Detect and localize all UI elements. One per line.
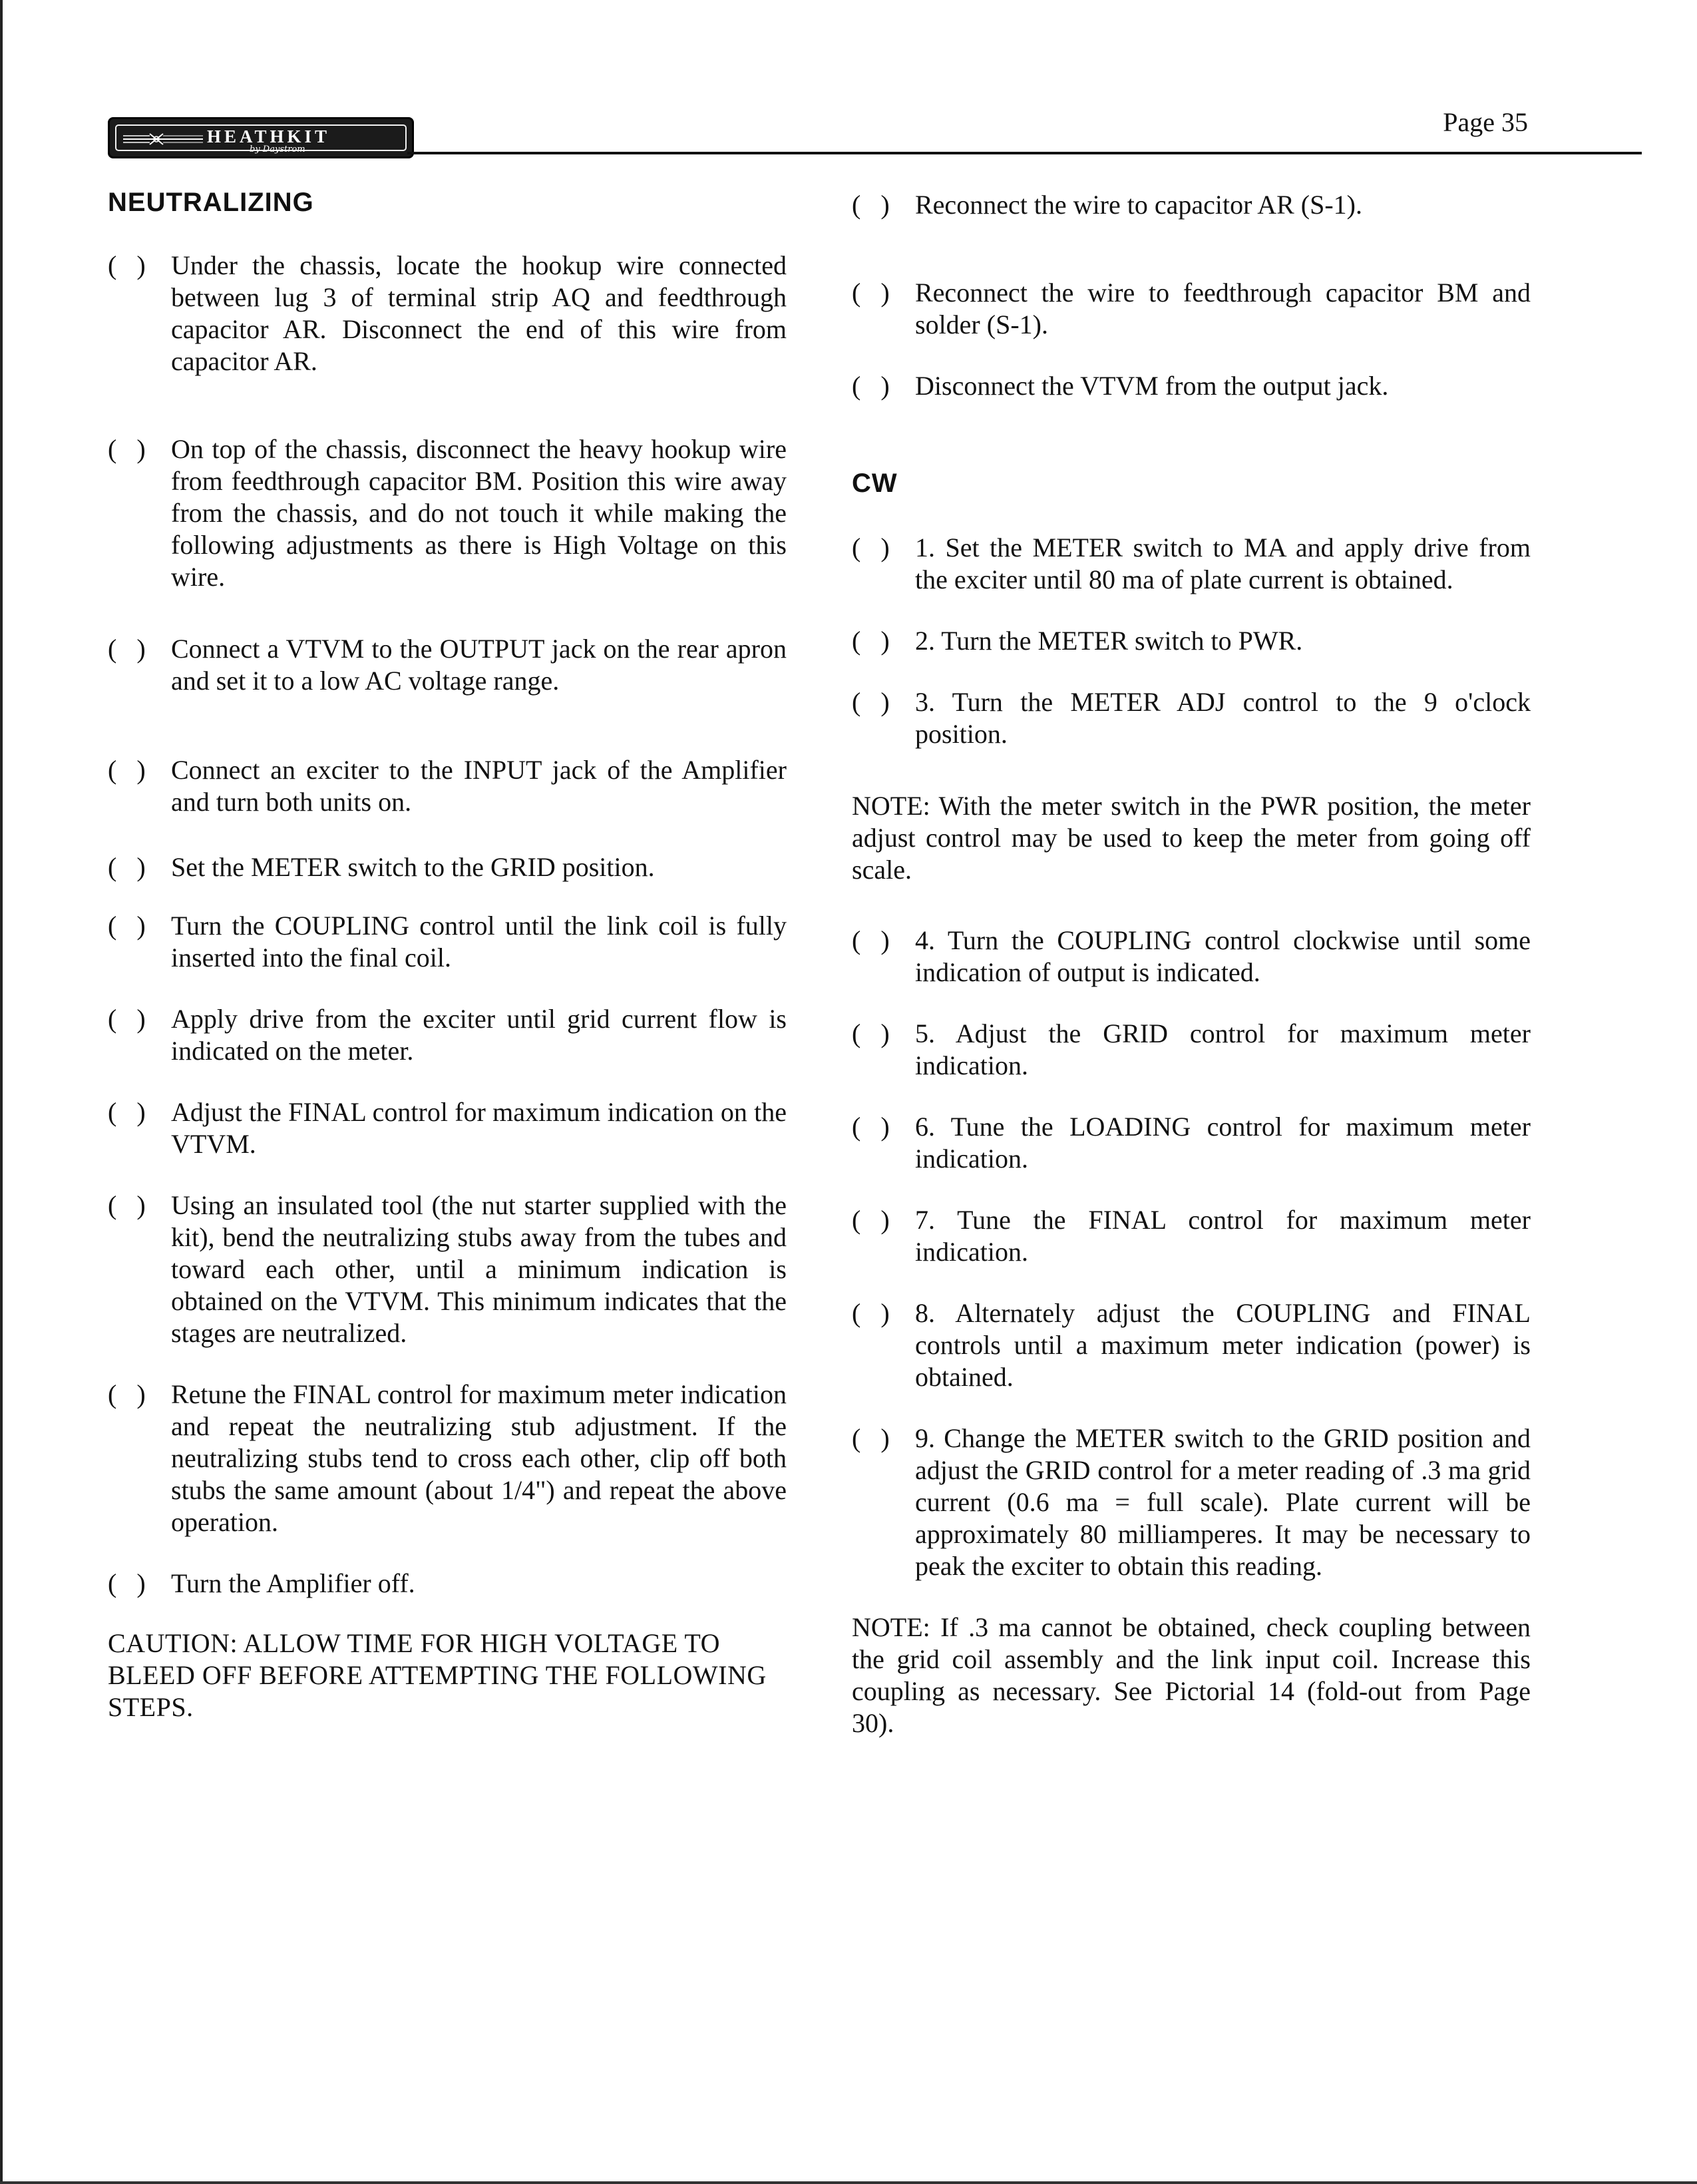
step-checkbox[interactable]: ( ) xyxy=(852,278,890,308)
step-text: Under the chassis, locate the hookup wire connected between lug 3 of terminal strip AQ and feedthrough capacitor AR. Disconnect the end of this wire from capacitor AR. xyxy=(171,250,787,376)
step-checkbox[interactable]: ( ) xyxy=(852,533,890,562)
step-text: 4. Turn the COUPLING control clockwise until some indication of output is indicated. xyxy=(915,925,1531,987)
step-checkbox[interactable]: ( ) xyxy=(108,634,146,664)
step-item xyxy=(108,910,787,974)
bottom-edge xyxy=(0,2181,1697,2184)
step-text: Adjust the FINAL control for maximum indication on the VTVM. xyxy=(171,1097,787,1159)
step-checkbox[interactable]: ( ) xyxy=(108,755,146,785)
step-item xyxy=(852,1422,1531,1582)
step-text: Reconnect the wire to capacitor AR (S-1). xyxy=(915,190,1362,220)
step-item xyxy=(852,1111,1531,1175)
step-item xyxy=(108,851,787,883)
logo-sub-text: by Daystrom xyxy=(250,144,305,154)
step-item xyxy=(852,370,1531,402)
step-text: 6. Tune the LOADING control for maximum meter indication. xyxy=(915,1112,1531,1174)
step-item xyxy=(852,1204,1531,1268)
step-checkbox[interactable]: ( ) xyxy=(108,1379,146,1409)
step-item xyxy=(852,925,1531,988)
step-checkbox[interactable]: ( ) xyxy=(108,1004,146,1034)
step-item xyxy=(852,532,1531,596)
step-checkbox[interactable]: ( ) xyxy=(852,371,890,401)
step-text: 8. Alternately adjust the COUPLING and FINAL controls until a maximum meter indication (power) is obtained. xyxy=(915,1298,1531,1392)
step-checkbox[interactable]: ( ) xyxy=(108,434,146,464)
step-item xyxy=(852,1297,1531,1393)
step-text: Retune the FINAL control for maximum meter indication and repeat the neutralizing stub adjustment. If the neutralizing stubs tend to cross each other, clip off both stubs the same amount (about 1/4") and repeat the above operation. xyxy=(171,1379,787,1537)
step-checkbox[interactable]: ( ) xyxy=(852,190,890,220)
step-text: Using an insulated tool (the nut starter supplied with the kit), bend the neutralizing stubs away from the tubes and toward each other, until a minimum indication is obtained on the VTVM. This minimum indicates that the stages are neutralized. xyxy=(171,1190,787,1348)
step-text: Reconnect the wire to feedthrough capacitor BM and solder (S-1). xyxy=(915,278,1531,339)
step-text: 7. Tune the FINAL control for maximum meter indication. xyxy=(915,1205,1531,1267)
binding-edge xyxy=(0,0,3,2184)
right-column xyxy=(852,180,1531,1739)
step-item xyxy=(108,250,787,377)
step-item xyxy=(852,189,1531,221)
step-text: 2. Turn the METER switch to PWR. xyxy=(915,626,1303,656)
step-checkbox[interactable]: ( ) xyxy=(852,1018,890,1048)
step-checkbox[interactable]: ( ) xyxy=(108,1568,146,1598)
step-checkbox[interactable]: ( ) xyxy=(852,925,890,955)
step-text: 1. Set the METER switch to MA and apply drive from the exciter until 80 ma of plate current is obtained. xyxy=(915,533,1531,594)
step-checkbox[interactable]: ( ) xyxy=(852,626,890,656)
step-item xyxy=(108,1379,787,1538)
note-grid-current: NOTE: If .3 ma cannot be obtained, check coupling between the grid coil assembly and the link input coil. Increase this coupling as necessary. See Pictorial 14 (fold-out from Page 30). xyxy=(852,1612,1531,1738)
step-item xyxy=(852,625,1531,657)
step-item xyxy=(852,277,1531,341)
step-text: On top of the chassis, disconnect the heavy hookup wire from feedthrough capacitor BM. Position this wire away from the chassis, and do not touch it while making the following adjustments as there is High Voltage on this wire. xyxy=(171,434,787,592)
step-text: Connect a VTVM to the OUTPUT jack on the rear apron and set it to a low AC voltage range. xyxy=(171,634,787,696)
step-text: 9. Change the METER switch to the GRID position and adjust the GRID control for a meter reading of .3 ma grid current (0.6 ma = full scale). Plate current will be approximately 80 milliamperes. It may be necessary to peak the exciter to obtain this reading. xyxy=(915,1423,1531,1581)
heathkit-logo xyxy=(108,117,414,158)
step-checkbox[interactable]: ( ) xyxy=(852,1205,890,1235)
step-item xyxy=(108,1096,787,1160)
step-item xyxy=(108,1568,787,1600)
step-item xyxy=(108,1190,787,1349)
arrow-emblem-icon xyxy=(123,133,203,145)
step-text: Apply drive from the exciter until grid current flow is indicated on the meter. xyxy=(171,1004,787,1066)
left-column xyxy=(108,180,787,1723)
step-item xyxy=(108,633,787,697)
logo-brand-text: HEATHKIT xyxy=(207,126,331,146)
step-checkbox[interactable]: ( ) xyxy=(108,250,146,280)
step-item xyxy=(852,1018,1531,1082)
step-checkbox[interactable]: ( ) xyxy=(108,852,146,882)
step-text: Turn the Amplifier off. xyxy=(171,1568,415,1598)
step-text: Connect an exciter to the INPUT jack of the Amplifier and turn both units on. xyxy=(171,755,787,817)
step-checkbox[interactable]: ( ) xyxy=(852,1112,890,1142)
step-item xyxy=(108,433,787,593)
step-checkbox[interactable]: ( ) xyxy=(108,1097,146,1127)
step-checkbox[interactable]: ( ) xyxy=(852,687,890,717)
header-rule xyxy=(407,152,1642,154)
section-heading-cw: CW xyxy=(852,469,898,498)
caution-note: CAUTION: ALLOW TIME FOR HIGH VOLTAGE TO BLEED OFF BEFORE ATTEMPTING THE FOLLOWING STEPS. xyxy=(108,1628,767,1722)
step-text: Disconnect the VTVM from the output jack. xyxy=(915,371,1389,401)
step-checkbox[interactable]: ( ) xyxy=(108,1190,146,1220)
step-checkbox[interactable]: ( ) xyxy=(852,1298,890,1328)
step-text: Turn the COUPLING control until the link coil is fully inserted into the final coil. xyxy=(171,911,787,973)
note-meter-adjust: NOTE: With the meter switch in the PWR position, the meter adjust control may be used to keep the meter from going off scale. xyxy=(852,791,1531,885)
section-heading-neutralizing: NEUTRALIZING xyxy=(108,188,314,217)
step-item xyxy=(108,754,787,818)
step-text: Set the METER switch to the GRID position. xyxy=(171,852,655,882)
step-text: 3. Turn the METER ADJ control to the 9 o'clock position. xyxy=(915,687,1531,749)
step-checkbox[interactable]: ( ) xyxy=(852,1423,890,1453)
step-item xyxy=(852,686,1531,750)
step-text: 5. Adjust the GRID control for maximum meter indication. xyxy=(915,1018,1531,1080)
page-header xyxy=(108,107,1531,160)
step-checkbox[interactable]: ( ) xyxy=(108,911,146,941)
step-item xyxy=(108,1003,787,1067)
page-number: Page 35 xyxy=(1443,107,1528,137)
